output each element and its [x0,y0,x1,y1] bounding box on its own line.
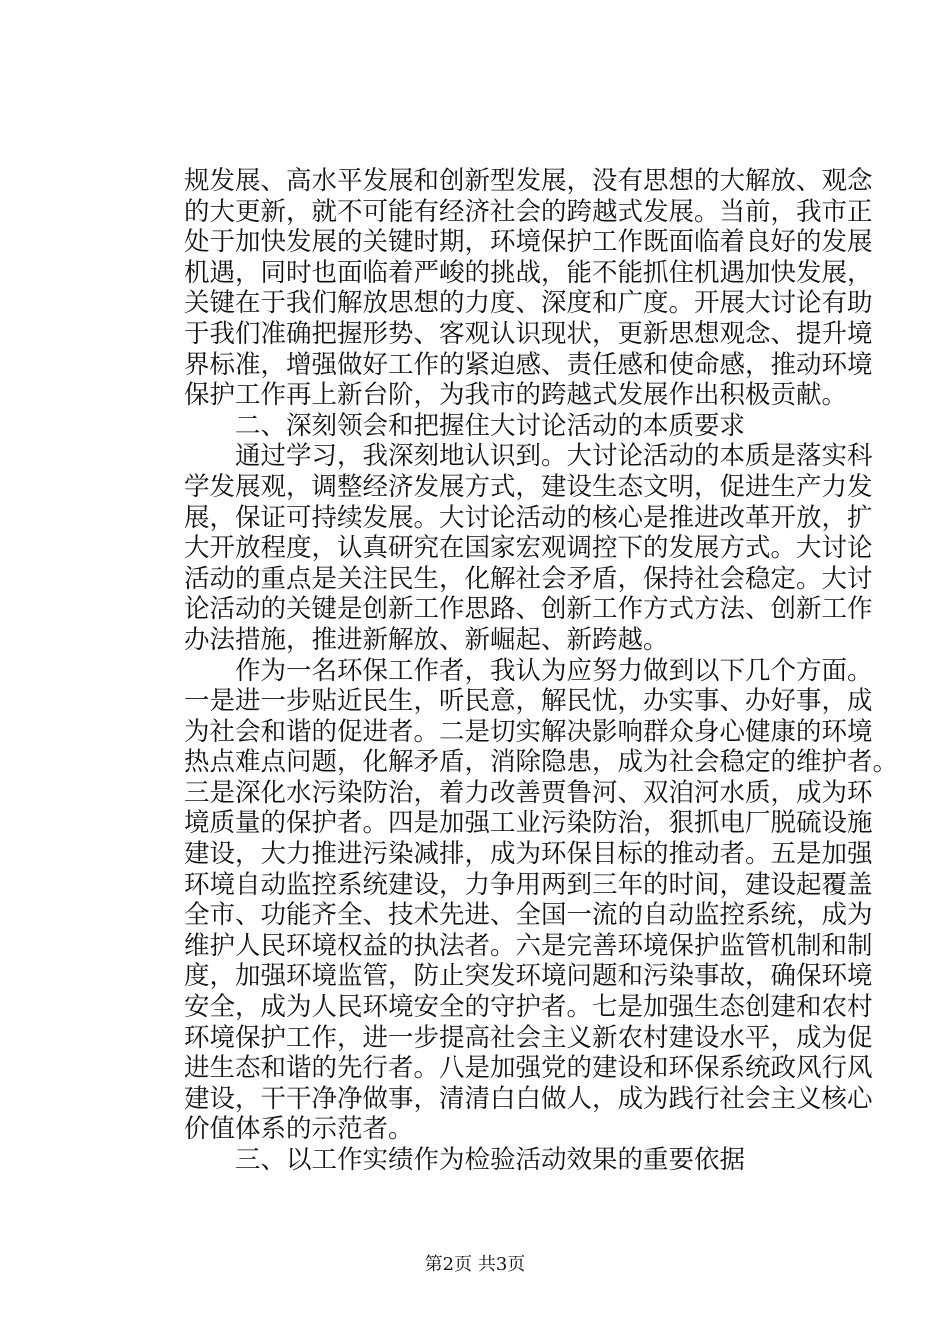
text-line: 为社会和谐的促进者。二是切实解决影响群众身心健康的环境 [184,716,873,747]
section-heading: 二、深刻领会和把握住大讨论活动的本质要求 [235,410,746,441]
text-line: 热点难点问题，化解矛盾，消除隐患，成为社会稳定的维护者。 [184,747,899,778]
text-line: 关键在于我们解放思想的力度、深度和广度。开展大讨论有助 [184,288,873,319]
text-line: 规发展、高水平发展和创新型发展，没有思想的大解放、观念 [184,166,873,196]
text-line: 环境自动监控系统建设，力争用两到三年的时间，建设起覆盖 [184,869,873,900]
body-text [184,166,899,1176]
text-line: 度，加强环境监管，防止突发环境问题和污染事故，确保环境 [184,961,873,992]
text-line: 通过学习，我深刻地认识到。大讨论活动的本质是落实科 [235,441,873,472]
text-line: 全市、功能齐全、技术先进、全国一流的自动监控系统，成为 [184,900,873,931]
text-line: 界标准，增强做好工作的紧迫感、责任感和使命感，推动环境 [184,349,873,380]
text-line: 环境保护工作，进一步提高社会主义新农村建设水平，成为促 [184,1022,873,1053]
text-line: 建设，干干净净做事，清清白白做人，成为践行社会主义核心 [184,1083,873,1114]
section-heading: 三、以工作实绩作为检验活动效果的重要依据 [235,1145,746,1175]
text-line: 展，保证可持续发展。大讨论活动的核心是推进改革开放，扩 [184,502,873,533]
text-line: 保护工作再上新台阶，为我市的跨越式发展作出积极贡献。 [184,380,848,411]
text-line: 境质量的保护者。四是加强工业污染防治，狠抓电厂脱硫设施 [184,808,873,839]
text-line: 办法措施，推进新解放、新崛起、新跨越。 [184,624,669,655]
text-line: 处于加快发展的关键时期，环境保护工作既面临着良好的发展 [184,227,873,258]
text-line: 一是进一步贴近民生，听民意，解民忧，办实事、办好事，成 [184,686,873,717]
text-line: 进生态和谐的先行者。八是加强党的建设和环保系统政风行风 [184,1053,873,1084]
text-line: 于我们准确把握形势、客观认识现状，更新思想观念、提升境 [184,318,873,349]
text-line: 的大更新，就不可能有经济社会的跨越式发展。当前，我市正 [184,196,873,227]
text-line: 活动的重点是关注民生，化解社会矛盾，保持社会稳定。大讨 [184,563,873,594]
text-line: 建设，大力推进污染减排，成为环保目标的推动者。五是加强 [184,839,873,870]
text-line: 学发展观，调整经济发展方式，建设生态文明，促进生产力发 [184,471,873,502]
text-line: 价值体系的示范者。 [184,1114,414,1145]
text-line: 三是深化水污染防治，着力改善贾鲁河、双洎河水质，成为环 [184,777,873,808]
text-line: 安全，成为人民环境安全的守护者。七是加强生态创建和农村 [184,992,873,1023]
text-line: 大开放程度，认真研究在国家宏观调控下的发展方式。大讨论 [184,533,873,564]
page-number-footer: 第2页 共3页 [424,1254,526,1275]
text-line: 机遇，同时也面临着严峻的挑战，能不能抓住机遇加快发展， [184,257,873,288]
text-line: 维护人民环境权益的执法者。六是完善环境保护监管机制和制 [184,930,873,961]
text-line: 论活动的关键是创新工作思路、创新工作方式方法、创新工作 [184,594,873,625]
text-line: 作为一名环保工作者，我认为应努力做到以下几个方面。 [235,655,873,686]
